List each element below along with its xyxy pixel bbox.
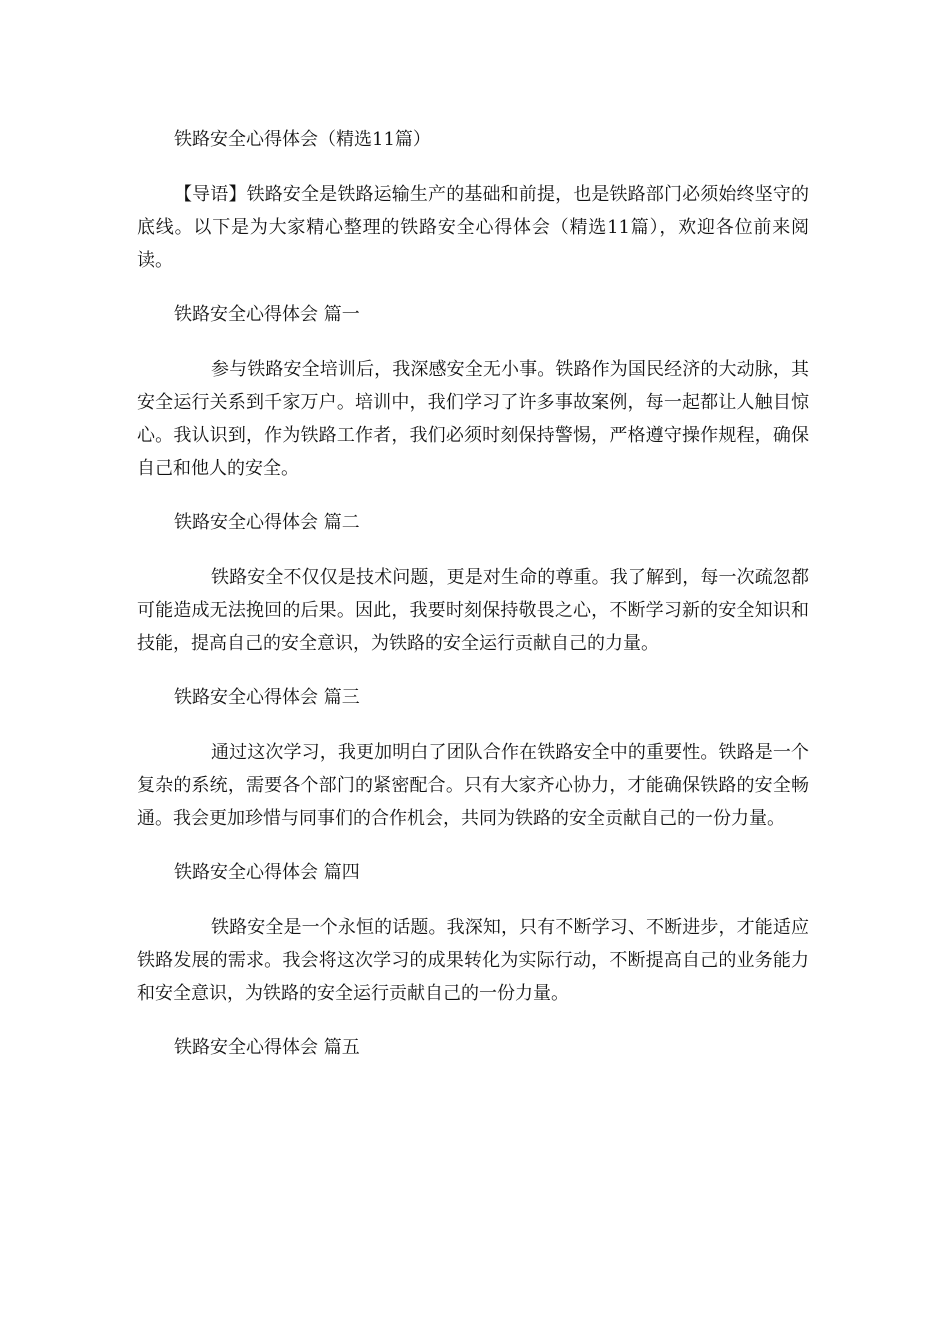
section-body-4: 铁路安全是一个永恒的话题。我深知，只有不断学习、不断进步，才能适应铁路发展的需求。我会将这次学习的成果转化为实际行动，不断提高自己的业务能力和安全意识，为铁路的安全运行贡献自己的一份力量。 bbox=[137, 917, 809, 1004]
intro-text: 【导语】铁路安全是铁路运输生产的基础和前提，也是铁路部门必须始终坚守的底线。以下是为大家精心整理的铁路安全心得体会（精选11篇），欢迎各位前来阅读。 bbox=[137, 184, 809, 271]
section-heading-2: 铁路安全心得体会 篇二 bbox=[174, 512, 360, 533]
section-heading-3: 铁路安全心得体会 篇三 bbox=[174, 687, 360, 708]
section-heading-5: 铁路安全心得体会 篇五 bbox=[174, 1037, 360, 1058]
section-body-3: 通过这次学习，我更加明白了团队合作在铁路安全中的重要性。铁路是一个复杂的系统，需要各个部门的紧密配合。只有大家齐心协力，才能确保铁路的安全畅通。我会更加珍惜与同事们的合作机会，共同为铁路的安全贡献自己的一份力量。 bbox=[137, 742, 809, 829]
document-title: 铁路安全心得体会（精选11篇） bbox=[174, 129, 431, 150]
section-heading-4: 铁路安全心得体会 篇四 bbox=[174, 862, 360, 883]
section-body-2: 铁路安全不仅仅是技术问题，更是对生命的尊重。我了解到，每一次疏忽都可能造成无法挽回的后果。因此，我要时刻保持敬畏之心，不断学习新的安全知识和技能，提高自己的安全意识，为铁路的安全运行贡献自己的力量。 bbox=[137, 567, 809, 654]
document-content bbox=[137, 124, 809, 1086]
section-body-1: 参与铁路安全培训后，我深感安全无小事。铁路作为国民经济的大动脉，其安全运行关系到千家万户。培训中，我们学习了许多事故案例，每一起都让人触目惊心。我认识到，作为铁路工作者，我们必须时刻保持警惕，严格遵守操作规程，确保自己和他人的安全。 bbox=[137, 359, 809, 479]
section-heading-1: 铁路安全心得体会 篇一 bbox=[174, 304, 360, 325]
intro-paragraph bbox=[137, 178, 809, 277]
